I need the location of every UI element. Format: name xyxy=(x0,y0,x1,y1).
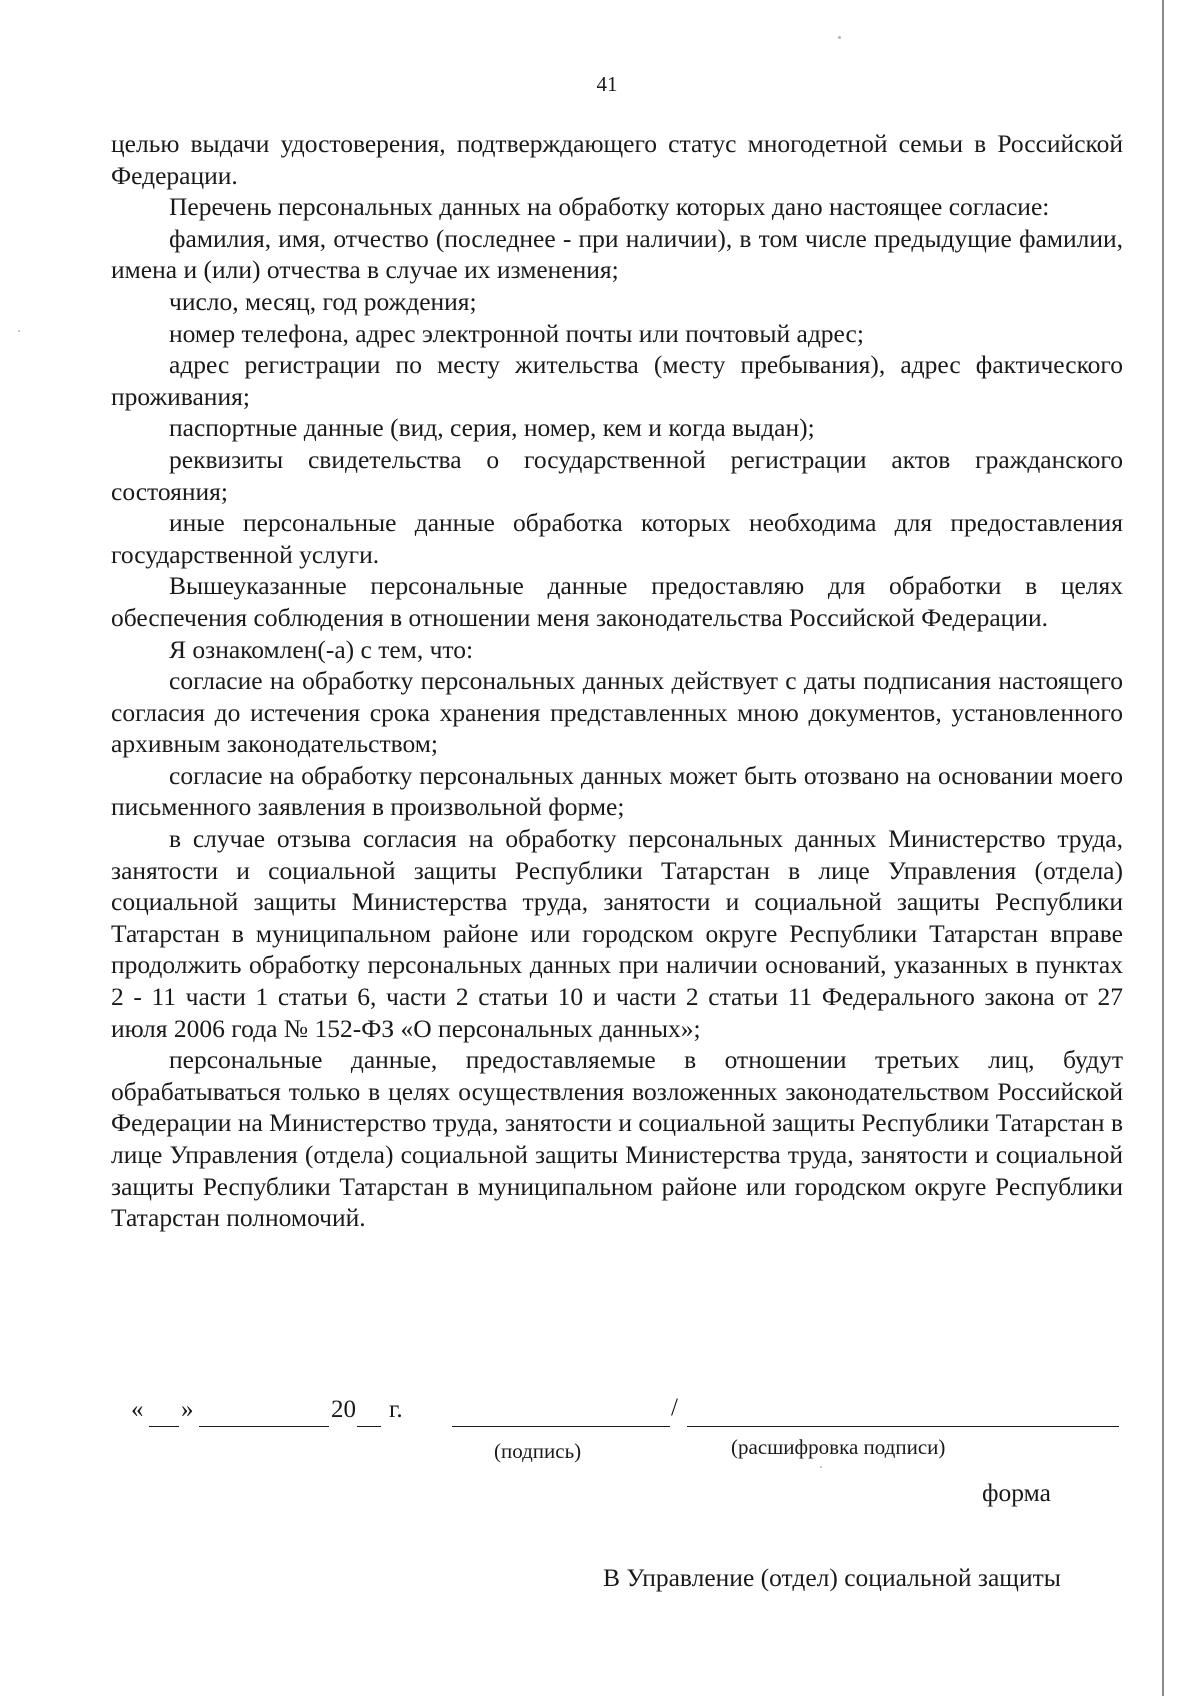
signature-separator: / xyxy=(671,1394,678,1421)
addressee-line: В Управление (отдел) социальной защиты xyxy=(603,1563,1061,1592)
paragraph: паспортные данные (вид, серия, номер, кем и когда выдан); xyxy=(169,413,815,443)
paragraph: Вышеуказанные персональные данные предоставляю для обработки в целях обеспечения соблюдения в отношении меня законодательства Российской Федерации. xyxy=(111,571,1123,632)
scan-speck xyxy=(838,36,841,39)
paragraph: Перечень персональных данных на обработку которых дано настоящее согласие: xyxy=(169,192,1050,222)
date-year-suffix: г. xyxy=(389,1396,403,1423)
scan-page-edge xyxy=(1162,0,1164,1696)
paragraph: фамилия, имя, отчество (последнее - при наличии), в том числе предыдущие фамилии, имена и (или) отчества в случае их изменения; xyxy=(111,223,1123,285)
form-label: форма xyxy=(982,1478,1051,1507)
date-day-line xyxy=(149,1426,179,1427)
signature-block xyxy=(131,1396,1121,1436)
paragraph: реквизиты свидетельства о государственной регистрации актов гражданского состояния; xyxy=(111,444,1123,506)
scan-speck xyxy=(820,1466,822,1468)
paragraph: Я ознакомлен(-а) с тем, что: xyxy=(169,634,474,664)
date-quote-close: » xyxy=(181,1396,194,1423)
date-month-line xyxy=(199,1426,329,1427)
paragraph: персональные данные, предоставляемые в отношении третьих лиц, будут обрабатываться только в целях осуществления возложенных законодательством Российской Федерации на Министерство труда, занятости и социальной защиты Республики Татарстан в лице Управления (отдела) социальной защиты Министерства труда, занятости и социальной защиты Республики Татарстан в муниципальном районе или городском округе Республики Татарстан полномочий. xyxy=(111,1045,1123,1233)
paragraph: число, месяц, год рождения; xyxy=(169,286,477,316)
scan-speck xyxy=(18,330,20,332)
paragraph: номер телефона, адрес электронной почты или почтовый адрес; xyxy=(169,318,864,348)
paragraph: адрес регистрации по месту жительства (месту пребывания), адрес фактического проживания; xyxy=(111,350,1123,411)
paragraph: целью выдачи удостоверения, подтверждающего статус многодетной семьи в Российской Федерации. xyxy=(111,129,1123,190)
date-year-line xyxy=(357,1426,381,1427)
page-number: 41 xyxy=(596,72,618,96)
document-body xyxy=(111,128,1123,1234)
signature-caption: (подпись) xyxy=(494,1439,582,1463)
paragraph: в случае отзыва согласия на обработку персональных данных Министерство труда, занятости и социальной защиты Республики Татарстан в лице Управления (отдела) социальной защиты Министерства труда, занятости и социальной защиты Республики Татарстан в муниципальном районе или городском округе Республики Татарстан вправе продолжить обработку персональных данных при наличии оснований, указанных в пунктах 2 - 11 части 1 статьи 6, части 2 статьи 10 и части 2 статьи 11 Федерального закона от 27 июля 2006 года № 152-ФЗ «О персональных данных»; xyxy=(111,824,1123,1043)
date-year-prefix: 20 xyxy=(331,1396,356,1423)
date-quote-open: « xyxy=(131,1396,144,1423)
paragraph: согласие на обработку персональных данных действует с даты подписания настоящего согласия до истечения срока хранения представленных мною документов, установленного архивным законодательством; xyxy=(111,666,1123,759)
paragraph: иные персональные данные обработка которых необходима для предоставления государственной услуги. xyxy=(111,508,1123,569)
signature-decoding-line xyxy=(687,1426,1119,1427)
signature-decoding-caption: (расшифровка подписи) xyxy=(731,1435,946,1459)
paragraph: согласие на обработку персональных данных может быть отозвано на основании моего письменного заявления в произвольной форме; xyxy=(111,760,1123,822)
signature-line xyxy=(452,1426,670,1427)
